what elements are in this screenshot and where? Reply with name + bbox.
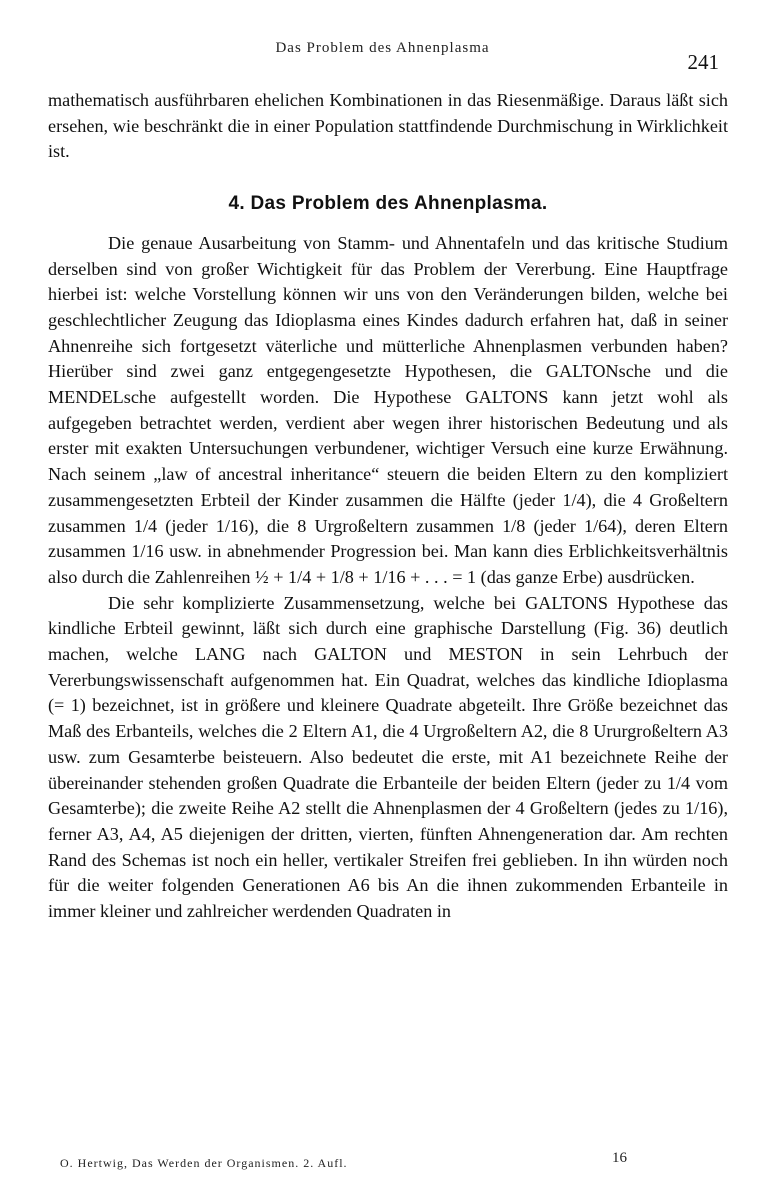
paragraph-galton-diagram bbox=[48, 591, 728, 925]
paragraph-3-text: Die sehr komplizierte Zusammensetzung, welche bei GALTONS Hypothese das kindliche Erbteil gewinnt, läßt sich durch eine graphische Darstellung (Fig. 36) deutlich machen, welche LANG nach GALTON und MESTON in sein Lehrbuch der Vererbungswissenschaft aufgenommen hat. Ein Quadrat, welches das kindliche Idioplasma (= 1) bezeichnet, ist in größere und kleinere Quadrate abgeteilt. Ihre Größe bezeichnet das Maß des Erbanteils, welches die 2 Eltern A1, die 4 Urgroßeltern A2, die 8 Ururgroßeltern A3 usw. zum Gesamterbe beisteuern. Also bedeutet die erste, mit A1 bezeichnete Reihe der übereinander stehenden großen Quadrate die Erbanteile der beiden Eltern (jeder zu 1/4 vom Gesamterbe); die zweite Reihe A2 stellt die Ahnenplasmen der 4 Großeltern (jedes zu 1/16), ferner A3, A4, A5 diejenigen der dritten, vierten, fünften Ahnengeneration dar. Am rechten Rand des Schemas ist noch ein heller, vertikaler Streifen frei geblieben. In ihn würden noch für die weiter folgenden Generationen A6 bis An die ihnen zukommenden Erbanteile in immer kleiner und zahlreicher werdenden Quadraten in bbox=[48, 592, 728, 922]
paragraph-ahnenplasma-intro bbox=[48, 231, 728, 591]
running-head: Das Problem des Ahnenplasma bbox=[275, 40, 490, 56]
printer-signature: 16 bbox=[612, 1150, 627, 1166]
page-number: 241 bbox=[687, 50, 719, 74]
paragraph-continuation bbox=[48, 88, 728, 165]
footer-citation: O. Hertwig, Das Werden der Organismen. 2. Aufl. bbox=[60, 1156, 348, 1170]
paragraph-1-text: mathematisch ausführbaren ehelichen Kombinationen in das Riesenmäßige. Daraus läßt sich ersehen, wie beschränkt die in einer Population stattfindende Durchmischung in Wirklichkeit ist. bbox=[48, 90, 728, 162]
paragraph-2-text: Die genaue Ausarbeitung von Stamm- und Ahnentafeln und das kritische Studium derselben sind von großer Wichtigkeit für das Problem der Vererbung. Eine Hauptfrage hierbei ist: welche Vorstellung können wir uns von den Veränderungen bilden, welche bei geschlechtlicher Zeugung das Idioplasma eines Kindes dadurch erfahren hat, daß in seiner Ahnenreihe sich fortgesetzt väterliche und mütterliche Ahnenplasmen verbunden haben? Hierüber sind zwei ganz entgegengesetzte Hypothesen, die GALTONsche und die MENDELsche aufgestellt worden. Die Hypothese GALTONS kann jetzt wohl als aufgegeben betrachtet werden, verdient aber wegen ihrer historischen Bedeutung und als erster mit exakten Untersuchungen verbundener, wichtiger Versuch eine kurze Erwähnung. Nach seinem „law of ancestral inheritance“ steuern die beiden Eltern zu den kompliziert zusammengesetzten Erbteil der Kinder zusammen die Hälfte (jeder 1/4), die 4 Großeltern zusammen 1/4 (jeder 1/16), die 8 Urgroßeltern zusammen 1/8 (jeder 1/64), deren Eltern zusammen 1/16 usw. in abnehmender Progression bei. Man kann dies Erblichkeitsverhältnis also durch die Zahlenreihen ½ + 1/4 + 1/8 + 1/16 + . . . = 1 (das ganze Erbe) ausdrücken. bbox=[48, 232, 728, 587]
body-text bbox=[48, 88, 728, 925]
section-heading: 4. Das Problem des Ahnenplasma. bbox=[228, 193, 548, 215]
